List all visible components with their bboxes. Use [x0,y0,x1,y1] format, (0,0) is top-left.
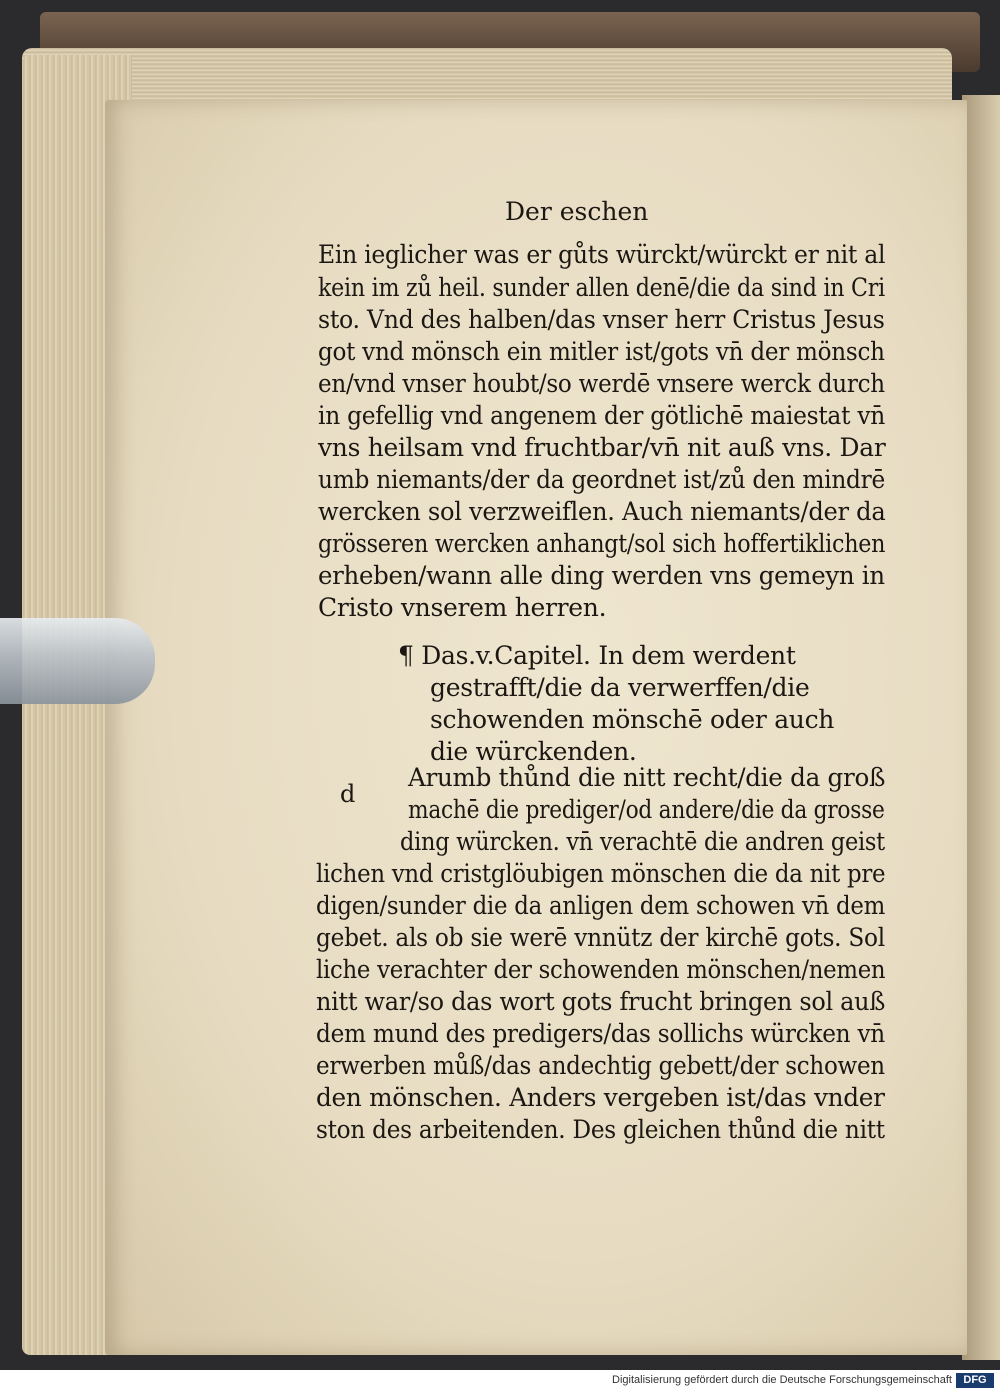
chapter-heading-line: ¶ Das.v.Capitel. In dem werdent [398,641,796,670]
text-line: got vnd mönsch ein mitler ist/gots vn̄ der mönsch [318,337,885,366]
running-head: Der eschen [505,197,649,226]
glass-weight-strap [0,618,155,704]
text-line: den mönschen. Anders vergeben ist/das vnder [316,1083,885,1112]
funding-credit: Digitalisierung gefördert durch die Deutsche Forschungsgemeinschaft [612,1374,952,1386]
text-line: digen/sunder die da anligen dem schowen vn̄ dem [316,891,886,920]
text-line: ding würcken. vn̄ verachtē die andren geist [400,827,885,856]
text-line: kein im zů heil. sunder allen denē/die da sind in Cri [318,273,885,302]
text-line: ston des arbeitenden. Des gleichen thůnd die nitt [316,1115,885,1144]
text-line: erwerben můß/das andechtig gebett/der schowen [316,1051,885,1080]
text-line: liche verachter der schowenden mönschen/nemen [316,955,886,984]
facing-page-edge [962,95,1000,1360]
chapter-heading-line: schowenden mönschē oder auch [430,705,835,734]
text-line: machē die prediger/od andere/die da grosse [408,795,885,824]
text-line: Ein ieglicher was er gůts würckt/würckt er nit al [318,240,886,269]
text-line: sto. Vnd des halben/das vnser herr Cristus Jesus [318,305,885,334]
dfg-logo: DFG [956,1373,994,1388]
text-line: nitt war/so das wort gots frucht bringen sol auß [316,987,886,1016]
text-line: dem mund des predigers/das sollichs würcken vn̄ [316,1019,885,1048]
guide-letter: d [340,780,356,808]
text-line: in gefellig vnd angenem der götlichē maiestat vn̄ [318,401,885,430]
chapter-heading-line: gestrafft/die da verwerffen/die [430,673,810,702]
chapter-heading-line: die würckenden. [430,737,637,766]
text-line: vns heilsam vnd fruchtbar/vn̄ nit auß vns. Dar [318,433,886,462]
text-line: gebet. als ob sie werē vnnütz der kirchē gots. Sol [316,923,885,952]
text-line: grösseren wercken anhangt/sol sich hoffertiklichen [318,529,886,558]
text-line: Arumb thůnd die nitt recht/die da groß [408,763,886,792]
footer-bar [0,1370,1000,1392]
text-line: lichen vnd cristglöubigen mönschen die da nit pre [316,859,886,888]
text-line: wercken sol verzweiflen. Auch niemants/der da [318,497,886,526]
text-line: umb niemants/der da geordnet ist/zů den mindrē [318,465,886,494]
text-line: en/vnd vnser houbt/so werdē vnsere werck durch [318,369,885,398]
text-line: Cristo vnserem herren. [318,593,607,622]
text-line: erheben/wann alle ding werden vns gemeyn in [318,561,885,590]
